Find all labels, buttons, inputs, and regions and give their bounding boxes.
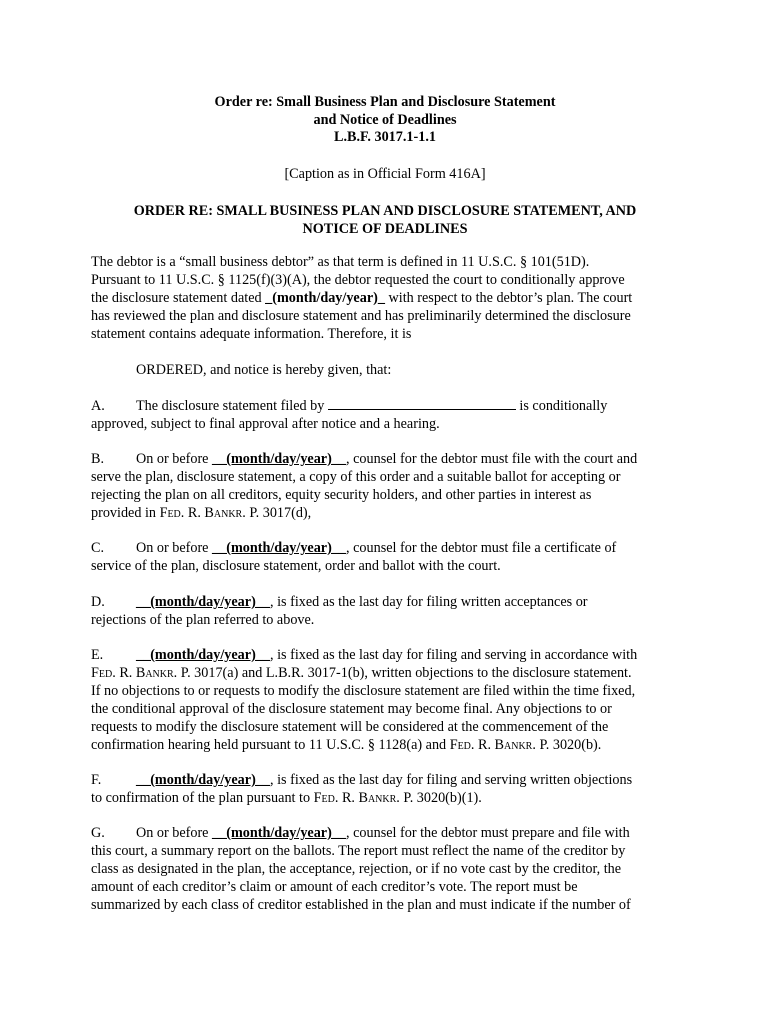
item-c xyxy=(91,540,673,576)
text-span: P. 3020(b). xyxy=(535,736,602,753)
text-span: , counsel for the debtor must file a certificate of xyxy=(346,540,617,556)
text-span: the disclosure statement dated xyxy=(91,289,266,306)
header-subtitle: and Notice of Deadlines xyxy=(313,111,457,128)
date-placeholder: __(month/day/year)__ xyxy=(212,540,347,556)
item-label: A. xyxy=(91,398,105,414)
text-span: with respect to the debtor’s plan. The court xyxy=(384,289,633,306)
text-span: , counsel for the debtor must file with the court and xyxy=(346,451,638,467)
text-line: service of the plan, disclosure statement, order and ballot with the court. xyxy=(91,557,501,574)
item-label: B. xyxy=(91,451,105,467)
text-line: rejections of the plan referred to above. xyxy=(91,611,315,628)
form-header xyxy=(0,94,770,147)
rule-citation: Fed. R. Bankr. xyxy=(91,664,178,681)
blank-fill-line xyxy=(328,397,516,410)
text-line: statement contains adequate information. Therefore, it is xyxy=(91,325,412,342)
text-line: this court, a summary report on the ballots. The report must reflect the name of the creditor by xyxy=(91,842,626,859)
form-number: L.B.F. 3017.1-1.1 xyxy=(334,129,436,145)
text-span: P. 3017(a) and L.B.R. 3017-1(b), written objections to the disclosure statement. xyxy=(177,664,632,681)
text-line: rejecting the plan on all creditors, equity security holders, and other parties in interest as xyxy=(91,486,592,503)
item-label: E. xyxy=(91,647,104,663)
item-b xyxy=(91,451,673,523)
date-placeholder: _(month/day/year)_ xyxy=(265,289,385,306)
item-label: F. xyxy=(91,772,102,788)
text-line: requests to modify the disclosure statement will be considered at the commencement of the xyxy=(91,718,609,735)
date-placeholder: __(month/day/year)__ xyxy=(136,594,270,610)
text-span: provided in xyxy=(91,504,160,521)
text-span: On or before xyxy=(136,451,213,467)
rule-citation: Fed. R. Bankr. xyxy=(313,789,400,806)
text-line xyxy=(91,540,673,558)
text-span: , is fixed as the last day for filing and serving in accordance with xyxy=(270,647,638,663)
text-span: P. 3020(b)(1). xyxy=(399,789,482,806)
rule-citation: Fed. R. Bankr. xyxy=(159,504,246,521)
order-title xyxy=(0,202,770,238)
item-g xyxy=(91,825,673,915)
caption-note: [Caption as in Official Form 416A] xyxy=(284,166,486,182)
date-placeholder: __(month/day/year)__ xyxy=(136,647,270,663)
date-placeholder: __(month/day/year)__ xyxy=(212,451,347,467)
text-line xyxy=(91,594,673,612)
intro-paragraph xyxy=(91,254,673,344)
text-line: approved, subject to final approval after notice and a hearing. xyxy=(91,415,440,432)
text-line xyxy=(91,790,673,808)
item-label: G. xyxy=(91,825,105,841)
text-line xyxy=(91,825,673,843)
text-span: On or before xyxy=(136,540,213,556)
text-span: On or before xyxy=(136,825,213,841)
text-line xyxy=(91,737,673,755)
text-span: is conditionally xyxy=(515,398,608,414)
text-line: The debtor is a “small business debtor” as that term is defined in 11 U.S.C. § 101(51D). xyxy=(91,254,590,270)
text-span: The disclosure statement filed by xyxy=(136,398,328,414)
item-e xyxy=(91,647,673,754)
text-line: If no objections to or requests to modify the disclosure statement are filed within the time fixed, xyxy=(91,682,636,699)
text-span: to confirmation of the plan pursuant to xyxy=(91,789,314,806)
item-label: D. xyxy=(91,594,105,610)
item-label: C. xyxy=(91,540,105,556)
order-title-line2: NOTICE OF DEADLINES xyxy=(302,221,468,237)
text-line: serve the plan, disclosure statement, a copy of this order and a suitable ballot for accepting or xyxy=(91,468,621,485)
text-line: has reviewed the plan and disclosure statement and has preliminarily determined the disclosure xyxy=(91,307,631,324)
rule-citation: Fed. R. Bankr. xyxy=(449,736,536,753)
text-line xyxy=(91,647,673,665)
text-line xyxy=(91,451,673,469)
text-line xyxy=(91,290,673,308)
date-placeholder: __(month/day/year)__ xyxy=(136,772,270,788)
text-line: the conditional approval of the disclosure statement may become final. Any objections to or xyxy=(91,700,612,717)
text-span: , counsel for the debtor must prepare and file with xyxy=(346,825,630,841)
text-line xyxy=(91,505,673,523)
text-span: , is fixed as the last day for filing and serving written objections xyxy=(270,772,633,788)
header-title: Order re: Small Business Plan and Disclosure Statement xyxy=(214,94,556,110)
text-line: class as designated in the plan, the acceptance, rejection, or if no vote cast by the creditor, the xyxy=(91,860,622,877)
item-f xyxy=(91,772,673,808)
date-placeholder: __(month/day/year)__ xyxy=(212,825,347,841)
text-span: confirmation hearing held pursuant to 11 U.S.C. § 1128(a) and xyxy=(91,736,450,753)
text-line: summarized by each class of creditor established in the plan and must indicate if the number of xyxy=(91,896,631,913)
order-title-line1: ORDER RE: SMALL BUSINESS PLAN AND DISCLOSURE STATEMENT, AND xyxy=(133,203,637,219)
item-d xyxy=(91,594,673,630)
text-line xyxy=(91,397,673,416)
text-span: , is fixed as the last day for filing written acceptances or xyxy=(270,594,588,610)
text-line xyxy=(91,772,673,790)
text-line: Pursuant to 11 U.S.C. § 1125(f)(3)(A), the debtor requested the court to conditionally approve xyxy=(91,271,625,288)
text-line xyxy=(91,665,673,683)
item-a xyxy=(91,397,673,434)
text-line: amount of each creditor’s claim or amount of each creditor’s vote. The report must be xyxy=(91,878,578,895)
ordered-line: ORDERED, and notice is hereby given, that: xyxy=(136,362,392,378)
text-span: P. 3017(d), xyxy=(245,504,312,521)
